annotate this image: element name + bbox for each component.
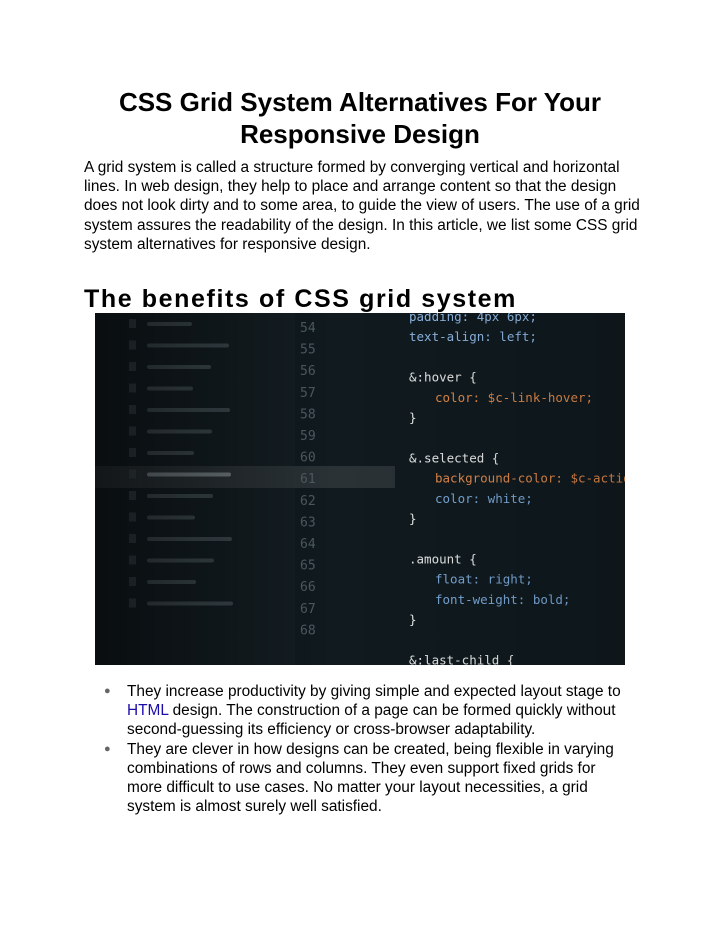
list-item: ● They increase productivity by giving simple and expected layout stage to HTML design. The construction of a page can be formed quickly without second-guessing its efficiency or cross-browser adaptability. (104, 683, 621, 739)
list-item: ● They are clever in how designs can be created, being flexible in varying combinations of rows and columns. They even support fixed grids for more difficult to use cases. No matter your layout necessities, a grid system is almost surely well satisfied. (104, 740, 614, 816)
page-title: CSS Grid System Alternatives For Your Responsive Design (118, 87, 602, 149)
section-heading: The benefits of CSS grid system (84, 285, 518, 313)
html-link[interactable]: HTML (127, 702, 169, 720)
bullet-icon: ● (104, 742, 111, 755)
bullet-icon: ● (104, 685, 111, 697)
benefits-list (104, 682, 634, 816)
code-editor-photo (95, 313, 625, 665)
intro-paragraph: A grid system is called a structure formed by converging vertical and horizontal lines. In web design, they help to place and arrange content so that the design does not look dirty and to some area, to guide the view of users. The use of a grid system assures the readability of the design. In this article, we list some CSS grid system alternatives for responsive design. (84, 159, 640, 253)
